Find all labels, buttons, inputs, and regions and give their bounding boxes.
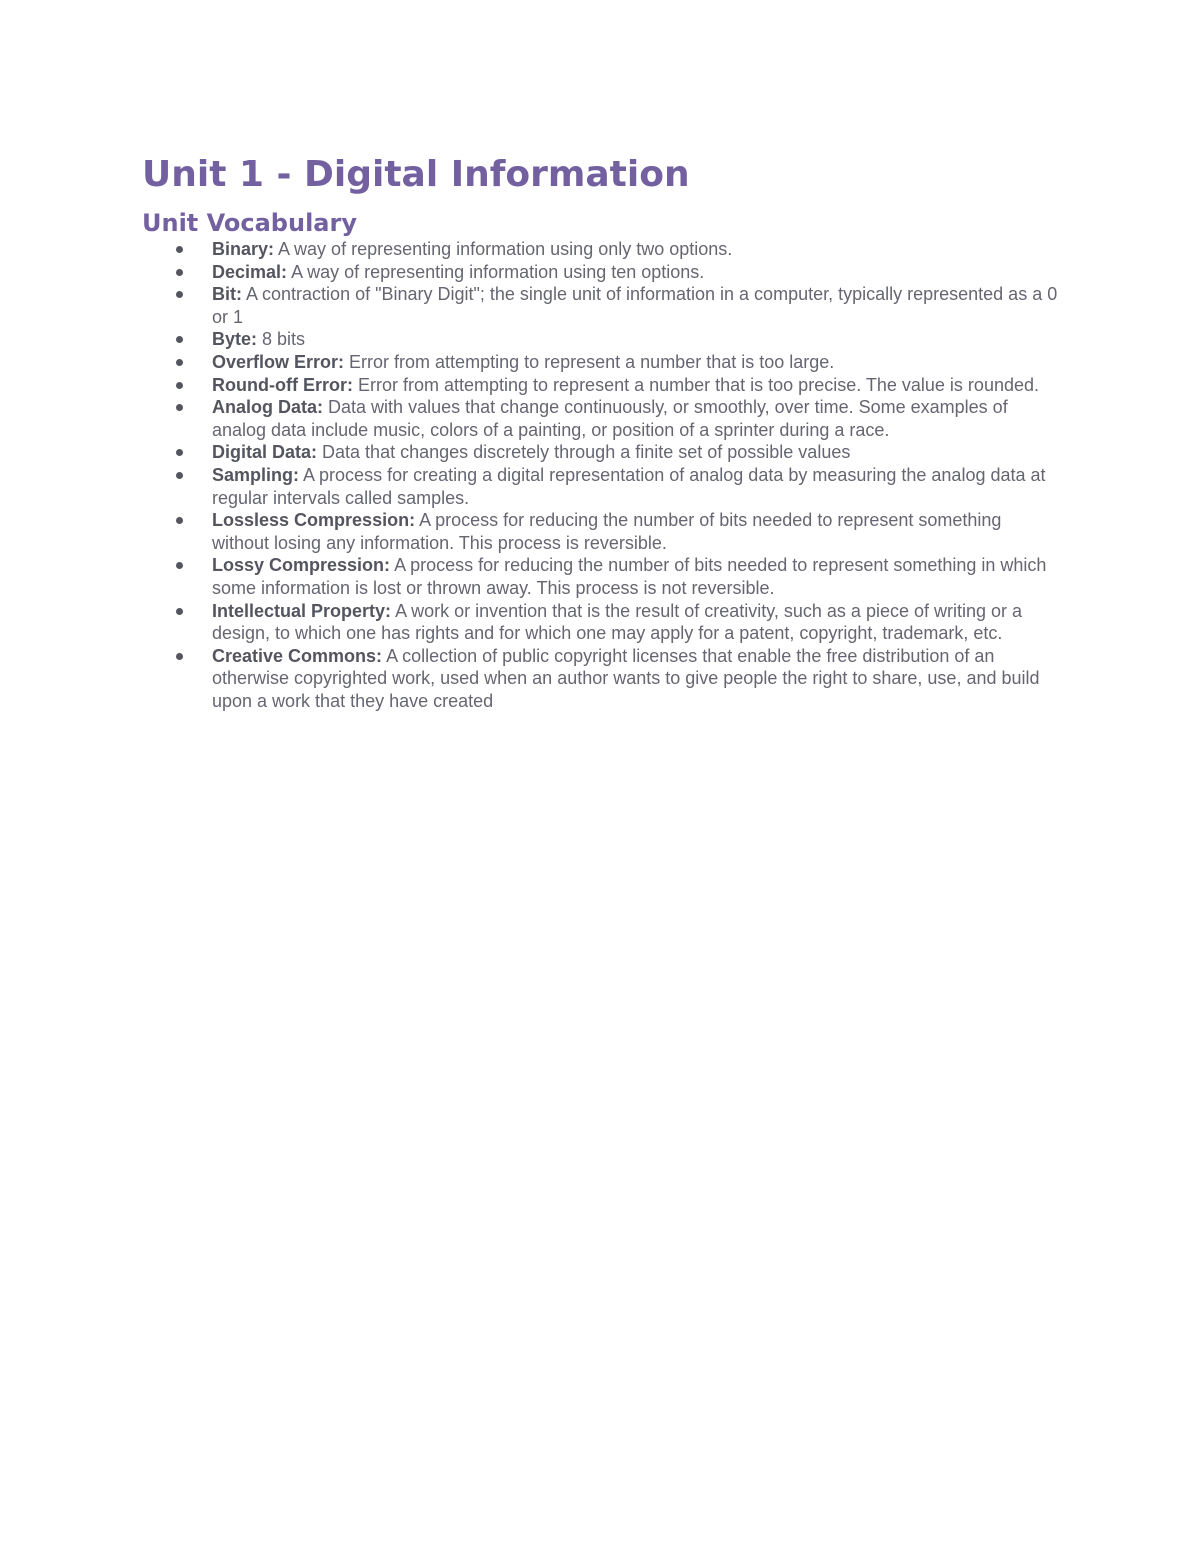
document-content: [142, 150, 1062, 712]
vocabulary-definition: A way of representing information using only two options.: [278, 239, 733, 259]
vocabulary-term: Decimal:: [212, 261, 288, 282]
vocabulary-term: Lossy Compression:: [212, 555, 391, 576]
vocabulary-item: [142, 261, 1062, 284]
page-title: Unit 1 - Digital Information: [142, 154, 690, 195]
bullet-icon: [176, 291, 183, 298]
bullet-icon: [176, 359, 183, 366]
vocabulary-item: [142, 600, 1062, 645]
vocabulary-term: Intellectual Property:: [212, 600, 392, 621]
vocabulary-term: Binary:: [212, 239, 275, 259]
bullet-icon: [176, 246, 183, 253]
bullet-icon: [176, 608, 183, 615]
vocabulary-definition: A collection of public copyright licenses that enable the free distribution of an otherwise copyrighted work, used when an author wants to give people the right to share, use, and build upon a work that they have created: [212, 645, 1040, 711]
bullet-icon: [176, 382, 183, 389]
vocabulary-definition: 8 bits: [262, 329, 306, 350]
section-heading: Unit Vocabulary: [142, 209, 357, 237]
vocabulary-definition: A process for reducing the number of bits needed to represent something in which some information is lost or thrown away. This process is not reversible.: [212, 555, 1047, 598]
vocabulary-item: [142, 238, 1062, 261]
vocabulary-item: [142, 441, 1062, 464]
vocabulary-item: [142, 509, 1062, 554]
bullet-icon: [176, 449, 183, 456]
vocabulary-term: Lossless Compression:: [212, 510, 416, 531]
vocabulary-term: Byte:: [212, 329, 258, 350]
vocabulary-term: Bit:: [212, 284, 242, 305]
vocabulary-item: [142, 351, 1062, 374]
bullet-icon: [176, 562, 183, 569]
vocabulary-definition: A process for reducing the number of bits needed to represent something without losing any information. This process is reversible.: [212, 510, 1002, 553]
vocabulary-definition: Error from attempting to represent a number that is too precise. The value is rounded.: [357, 374, 1039, 395]
bullet-icon: [176, 653, 183, 660]
vocabulary-item: [142, 374, 1062, 397]
vocabulary-definition: A process for creating a digital representation of analog data by measuring the analog data at regular intervals called samples.: [212, 464, 1046, 508]
vocabulary-item: [142, 328, 1062, 351]
bullet-icon: [176, 517, 183, 524]
vocabulary-term: Overflow Error:: [212, 351, 345, 372]
bullet-icon: [176, 404, 183, 411]
vocabulary-definition: A way of representing information using ten options.: [291, 261, 705, 282]
vocabulary-item: [142, 396, 1062, 441]
vocabulary-definition: A work or invention that is the result of creativity, such as a piece of writing or a design, to which one has rights and for which one may apply for a patent, copyright, trademark, etc.: [212, 600, 1023, 644]
vocabulary-item: [142, 464, 1062, 509]
vocabulary-term: Round-off Error:: [212, 374, 353, 395]
vocabulary-term: Sampling:: [212, 464, 300, 485]
vocabulary-item: [142, 283, 1062, 328]
vocabulary-item: [142, 645, 1062, 713]
vocabulary-term: Creative Commons:: [212, 645, 383, 666]
vocabulary-definition: A contraction of "Binary Digit"; the single unit of information in a computer, typically represented as a 0 or 1: [212, 284, 1058, 327]
vocabulary-term: Digital Data:: [212, 442, 318, 463]
vocabulary-term: Analog Data:: [212, 397, 324, 418]
vocabulary-definition: Error from attempting to represent a number that is too large.: [349, 351, 835, 372]
bullet-icon: [176, 336, 183, 343]
bullet-icon: [176, 269, 183, 276]
vocabulary-definition: Data with values that change continuously, or smoothly, over time. Some examples of analog data include music, colors of a painting, or position of a sprinter during a race.: [212, 397, 1008, 440]
vocabulary-definition: Data that changes discretely through a finite set of possible values: [322, 442, 851, 463]
bullet-icon: [176, 472, 183, 479]
vocabulary-item: [142, 554, 1062, 599]
vocabulary-list: [142, 238, 1062, 712]
